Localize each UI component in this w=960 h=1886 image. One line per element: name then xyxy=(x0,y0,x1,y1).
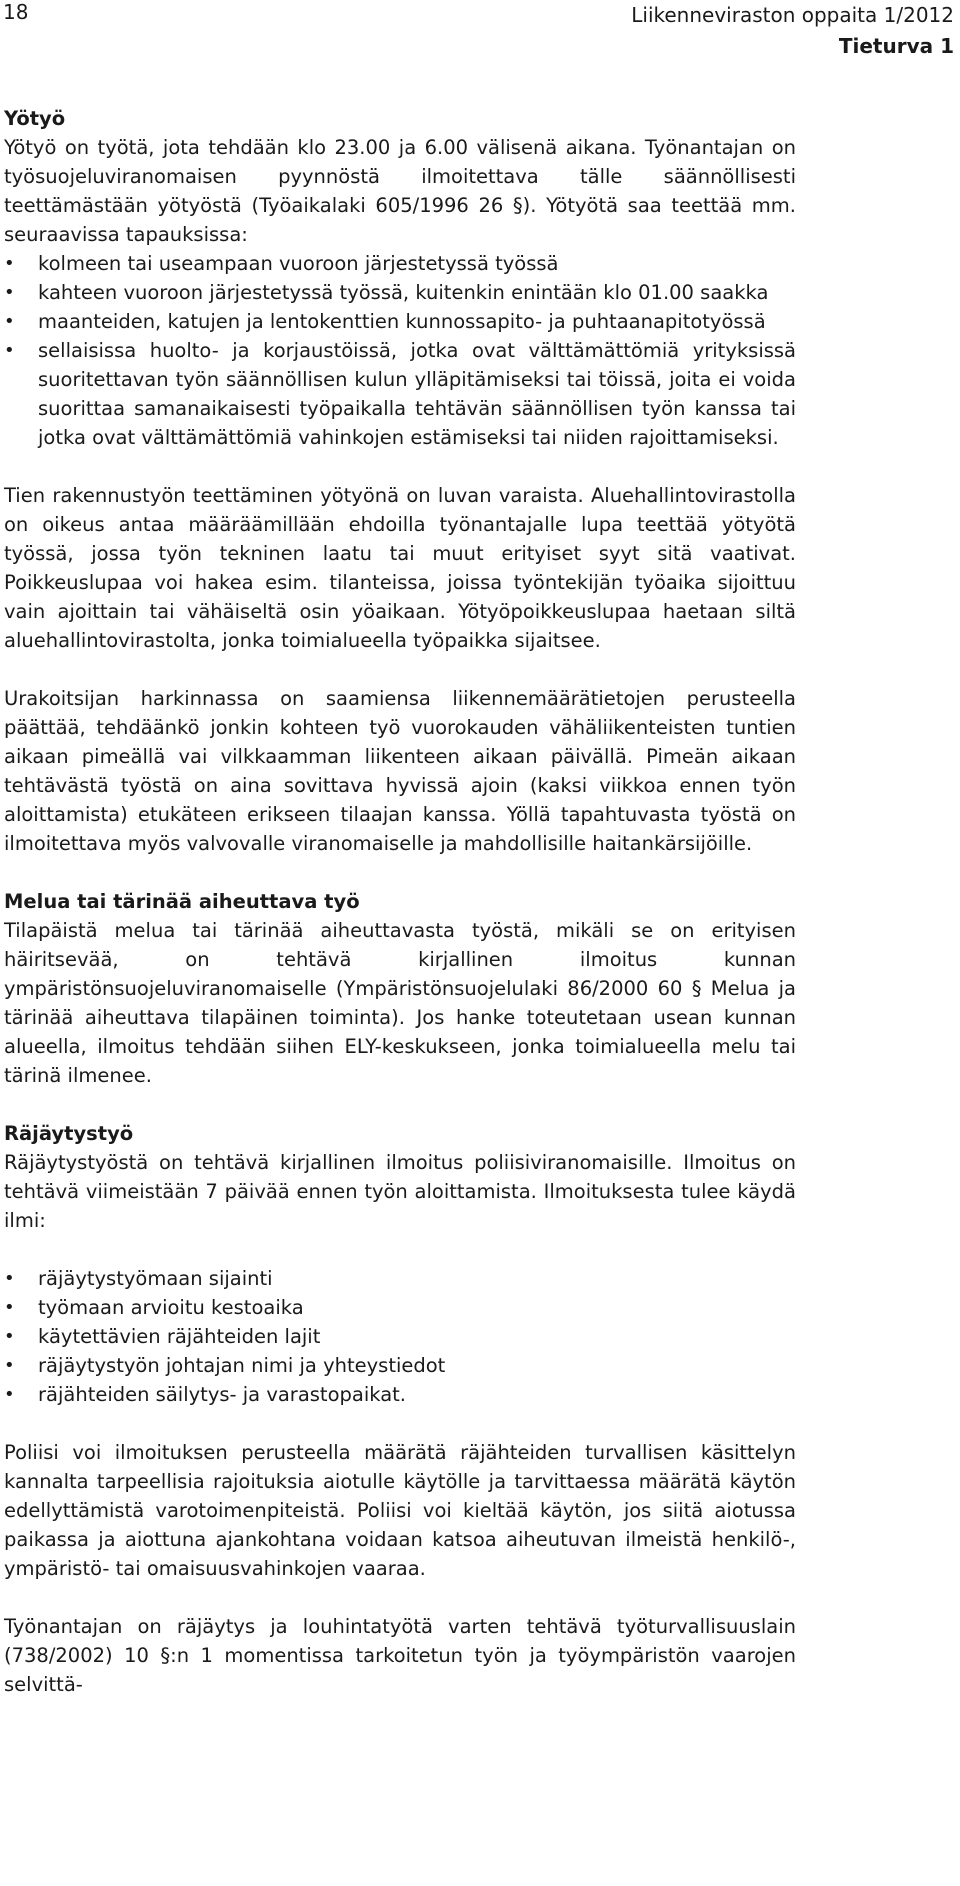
heading-blasting-work: Räjäytystyö xyxy=(4,1122,134,1145)
blasting-list xyxy=(4,1264,796,1409)
heading-noise-work: Melua tai tärinää aiheuttava työ xyxy=(4,890,360,913)
publication-title: Liikenneviraston oppaita 1/2012 xyxy=(631,3,954,27)
publication-subtitle: Tieturva 1 xyxy=(838,34,954,58)
blasting-intro: Räjäytystyöstä on tehtävä kirjallinen ilmoitus poliisiviranomaisille. Ilmoitus on tehtävä viimeistään 7 päivää ennen työn aloittamista. Ilmoituksesta tulee käydä ilmi: xyxy=(4,1151,796,1232)
night-work-list xyxy=(4,249,796,452)
blasting-employer-paragraph: Työnantajan on räjäytys ja louhintatyötä varten tehtävä työturvallisuuslain (738/2002) 10 §:n 1 momentissa tarkoitetun työn ja työympäristön vaarojen selvittä- xyxy=(4,1615,796,1696)
night-work-contractor-paragraph: Urakoitsijan harkinnassa on saamiensa liikennemäärätietojen perusteella päättää, tehdäänkö jonkin kohteen työ vuorokauden vähäliikenteisten tuntien aikaan pimeällä vai vilkkaamman liikenteen aikaan päivällä. Pimeän aikaan tehtävästä työstä on aina sovittava hyvissä ajoin (kaksi viikkoa ennen työn aloittamista) etukäteen erikseen tilaajan kanssa. Yöllä tapahtuvasta työstä on ilmoitettava myös valvovalle viranomaiselle ja mahdollisille haitankärsijöille. xyxy=(4,687,796,855)
list-item: • sellaisissa huolto- ja korjaustöissä, jotka ovat välttämättömiä yrityksissä suoritettavan työn säännöllisen kulun ylläpitämiseksi tai töissä, joita ei voida suorittaa samanaikaisesti työpaikalla tehtävän säännöllisen työn kanssa tai jotka ovat välttämättömiä vahinkojen estämiseksi tai niiden rajoittamiseksi. xyxy=(4,336,796,452)
running-head xyxy=(631,0,954,62)
list-item: • käytettävien räjähteiden lajit xyxy=(4,1322,796,1351)
noise-work-paragraph: Tilapäistä melua tai tärinää aiheuttavasta työstä, mikäli se on erityisen häiritsevää, on tehtävä kirjallinen ilmoitus kunnan ympäristönsuojeluviranomaiselle (Ympäristönsuojelulaki 86/2000 60 § Melua ja tärinää aiheuttava tilapäinen toiminta). Jos hanke toteutetaan usean kunnan alueella, ilmoitus tehdään siihen ELY-keskukseen, jonka toimialueella melu tai tärinä ilmenee. xyxy=(4,919,796,1087)
heading-night-work: Yötyö xyxy=(4,107,66,130)
list-item: • kahteen vuoroon järjestetyssä työssä, kuitenkin enintään klo 01.00 saakka xyxy=(4,278,796,307)
list-item: • räjäytystyömaan sijainti xyxy=(4,1264,796,1293)
list-item: • räjähteiden säilytys- ja varastopaikat. xyxy=(4,1380,796,1409)
night-work-permit-paragraph: Tien rakennustyön teettäminen yötyönä on luvan varaista. Aluehallintovirastolla on oikeus antaa määräämillään ehdoilla työnantajalle lupa teettää yötyötä työssä, jossa työn tekninen laatu tai muut erityiset syyt sitä vaativat. Poikkeuslupaa voi hakea esim. tilanteissa, joissa työntekijän työaika sijoittuu vain ajoittain tai vähäiseltä osin yöaikaan. Yötyöpoikkeuslupaa haetaan siltä aluehallintovirastolta, jonka toimialueella työpaikka sijaitsee. xyxy=(4,484,796,652)
page-number: 18 xyxy=(3,0,29,24)
list-item: • työmaan arvioitu kestoaika xyxy=(4,1293,796,1322)
page-body xyxy=(4,104,796,1699)
list-item: • kolmeen tai useampaan vuoroon järjestetyssä työssä xyxy=(4,249,796,278)
list-item: • räjäytystyön johtajan nimi ja yhteystiedot xyxy=(4,1351,796,1380)
blasting-police-paragraph: Poliisi voi ilmoituksen perusteella määrätä räjähteiden turvallisen käsittelyn kannalta tarpeellisia rajoituksia aiotulle käytölle ja tarvittaessa määrätä käytön edellyttämistä varotoimenpiteistä. Poliisi voi kieltää käytön, jos siitä aiotussa paikassa ja aiottuna ajankohtana voidaan katsoa aiheutuvan ilmeistä henkilö-, ympäristö- tai omaisuusvahinkojen vaaraa. xyxy=(4,1441,796,1580)
night-work-intro: Yötyö on työtä, jota tehdään klo 23.00 ja 6.00 välisenä aikana. Työnantajan on työsuojeluviranomaisen pyynnöstä ilmoitettava tälle säännöllisesti teettämästään yötyöstä (Työaikalaki 605/1996 26 §). Yötyötä saa teettää mm. seuraavissa tapauksissa: xyxy=(4,136,796,246)
list-item: • maanteiden, katujen ja lentokenttien kunnossapito- ja puhtaanapitotyössä xyxy=(4,307,796,336)
